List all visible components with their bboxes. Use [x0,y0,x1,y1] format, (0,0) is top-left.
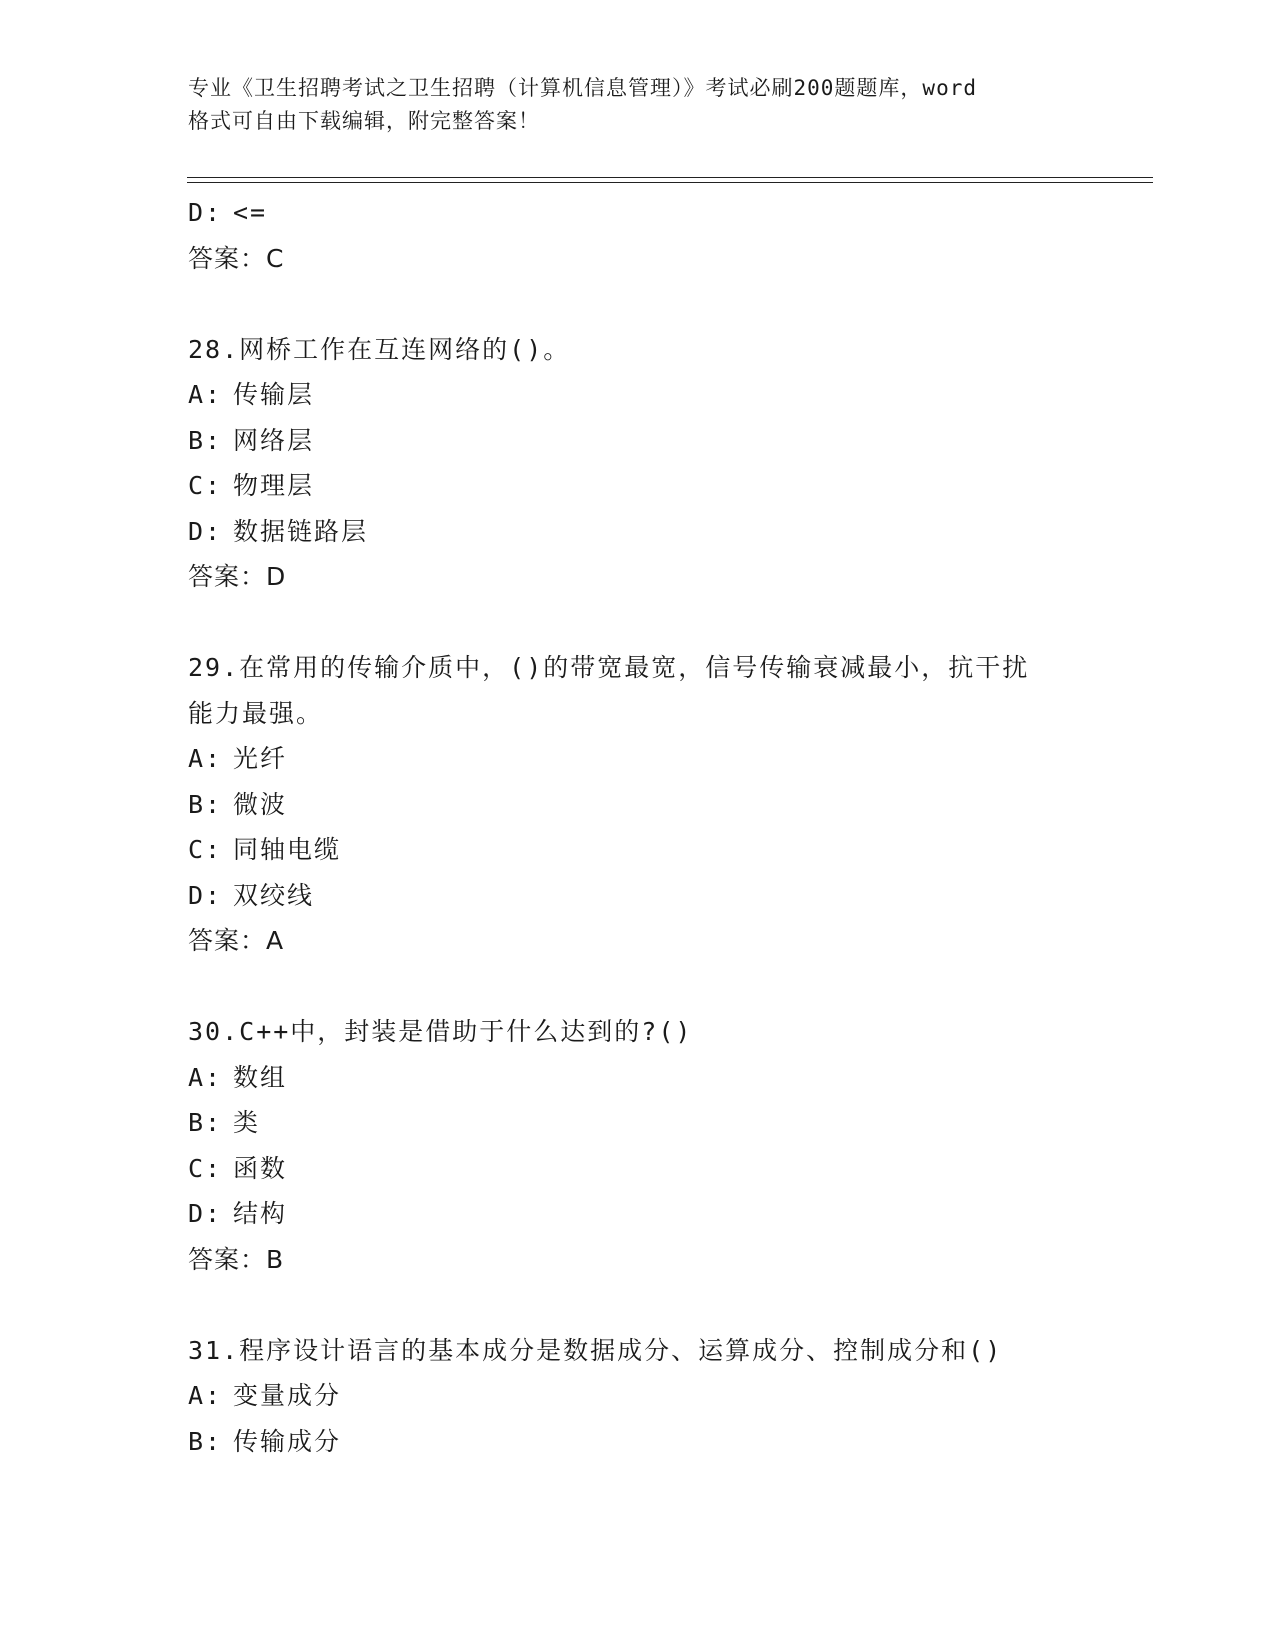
option-label: D: [188,198,223,227]
header-divider-bottom [187,182,1153,183]
question-list [188,190,1088,1464]
option-a [188,1055,1088,1101]
question-stem-28: 28.网桥工作在互连网络的()。 [188,334,571,364]
question-stem-29-line-1: 29.在常用的传输介质中，()的带宽最宽，信号传输衰减最小，抗干扰 [188,653,1030,682]
option-label: C: [188,835,223,864]
spacer [188,1282,1088,1328]
header-title-line-2: 格式可自由下载编辑，附完整答案！ [188,109,540,133]
spacer [188,964,1088,1010]
spacer [188,281,1088,327]
option-label: B: [188,789,223,819]
option-a [188,372,1088,418]
option-a [188,1373,1088,1419]
option-d [188,190,1088,236]
option-c [188,463,1088,509]
option-text: 数据链路层 [233,516,369,546]
question-stem-30: 30.C++中，封装是借助于什么达到的?() [188,1017,693,1046]
option-b [188,1100,1088,1146]
answer-line: 答案：D [188,562,287,591]
option-text: 类 [233,1108,261,1137]
option-c [188,1146,1088,1192]
option-d [188,1191,1088,1237]
option-text: <= [233,198,268,227]
option-text: 同轴电缆 [233,835,342,864]
option-label: C: [188,471,223,500]
document-header [188,72,1088,138]
option-text: 物理层 [233,471,315,500]
option-d [188,873,1088,919]
option-text: 数组 [233,1062,288,1092]
option-text: 光纤 [233,744,288,773]
option-label: C: [188,1153,223,1183]
option-label: A: [188,1381,223,1410]
question-stem-31: 31.程序设计语言的基本成分是数据成分、运算成分、控制成分和() [188,1335,1003,1365]
option-label: A: [188,1062,223,1092]
option-c [188,827,1088,873]
option-text: 结构 [233,1199,288,1228]
answer-line: 答案：C [188,243,285,273]
option-a [188,736,1088,782]
option-text: 双绞线 [233,880,315,910]
option-text: 传输层 [233,380,315,409]
option-text: 变量成分 [233,1381,342,1410]
option-label: A: [188,380,223,409]
option-b [188,1419,1088,1465]
header-title-line-1: 专业《卫生招聘考试之卫生招聘（计算机信息管理）》考试必刷200题题库，word [188,76,977,100]
header-divider-top [187,177,1153,178]
option-text: 函数 [233,1153,288,1183]
option-b [188,418,1088,464]
option-label: A: [188,744,223,773]
option-text: 传输成分 [233,1426,342,1456]
option-label: D: [188,880,223,910]
option-label: B: [188,1108,223,1137]
option-d [188,509,1088,555]
option-text: 网络层 [233,425,315,455]
question-stem-29-line-2: 能力最强。 [188,698,324,728]
spacer [188,600,1088,646]
answer-line: 答案：A [188,926,285,955]
answer-line: 答案：B [188,1244,285,1274]
option-label: B: [188,425,223,455]
option-b [188,782,1088,828]
option-text: 微波 [233,789,288,819]
option-label: B: [188,1426,223,1456]
option-label: D: [188,1199,223,1228]
option-label: D: [188,516,223,546]
